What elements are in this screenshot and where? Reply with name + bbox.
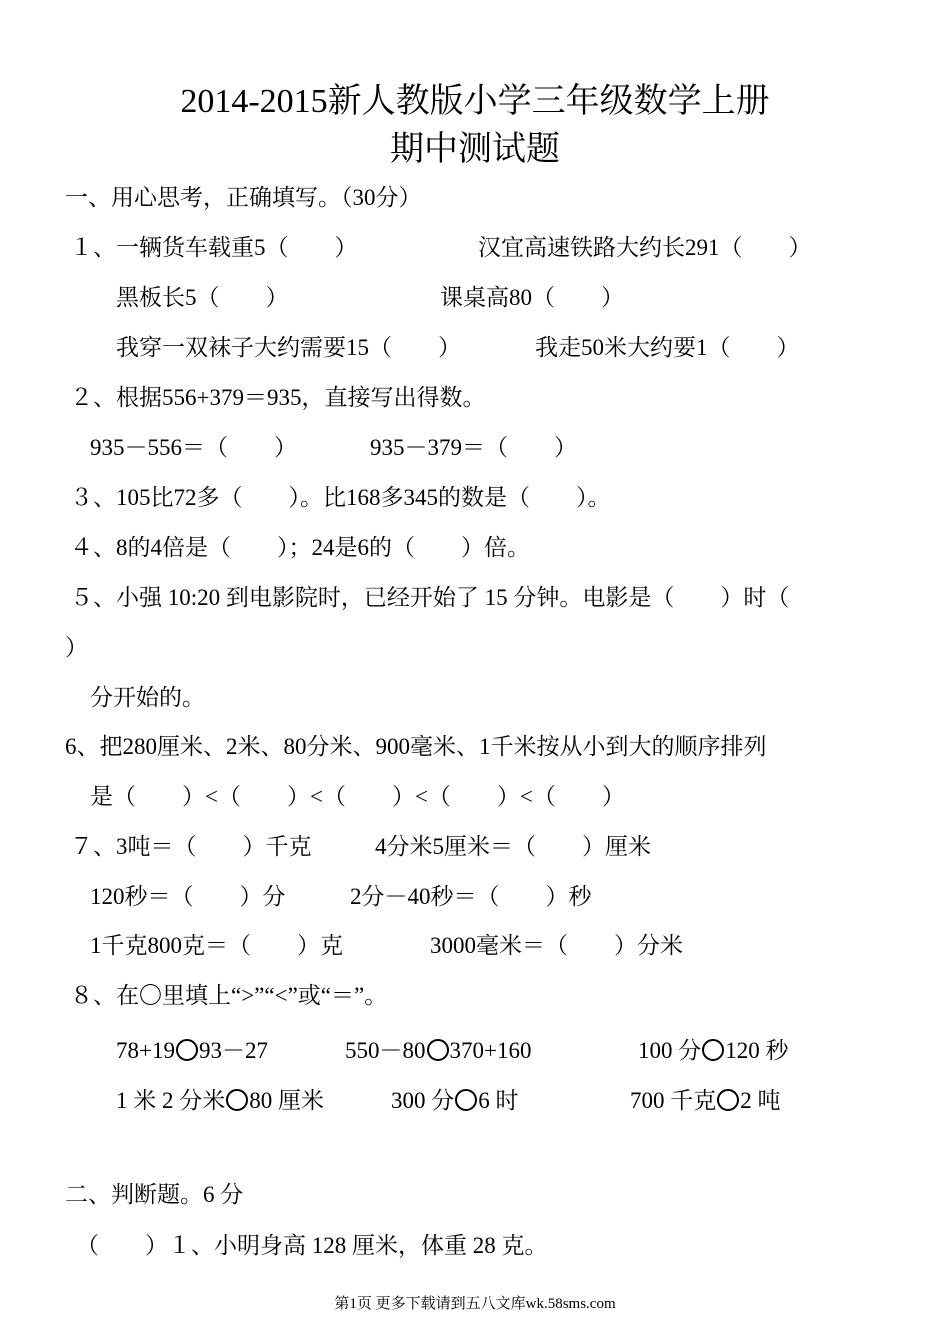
compare-circle-icon[interactable] (702, 1039, 724, 1061)
q7-item-c: 120秒＝（ ）分 (90, 884, 286, 909)
section-2-q1: （ ）１、小明身高 128 厘米，体重 28 克。 (76, 1233, 548, 1258)
q1-item-walk: 我走50米大约要1（ ） (535, 335, 800, 360)
q2-item-a: 935－556＝（ ） (90, 435, 297, 460)
q8-right-expr: 2 吨 (740, 1088, 781, 1113)
q6-line-2: 是（ ）<（ ）<（ ）<（ ）<（ ） (90, 784, 625, 809)
q2-item-b: 935－379＝（ ） (370, 435, 577, 460)
q5-line-1: ５、小强 10:20 到电影院时，已经开始了 15 分钟。电影是（ ）时（ (70, 585, 790, 610)
page-title-line-1: 2014-2015新人教版小学三年级数学上册 (180, 83, 770, 120)
q7-item-d: 2分－40秒＝（ ）秒 (350, 884, 592, 909)
q1-item-desk: 课桌高80（ ） (440, 285, 624, 310)
q8-left-expr: 550－80 (345, 1038, 426, 1063)
q7-item-a: ７、3吨＝（ ）千克 (70, 834, 312, 859)
compare-circle-icon[interactable] (427, 1039, 449, 1061)
compare-circle-icon[interactable] (455, 1089, 477, 1111)
compare-circle-icon[interactable] (176, 1039, 198, 1061)
q6-line-1: 6、把280厘米、2米、80分米、900毫米、1千米按从小到大的顺序排列 (65, 734, 767, 759)
q7-item-f: 3000毫米＝（ ）分米 (430, 933, 683, 958)
q4-text: ４、8的4倍是（ ）；24是6的（ ）倍。 (70, 535, 530, 560)
q8-compare-item (345, 1036, 531, 1066)
q2-text: ２、根据556+379＝935，直接写出得数。 (70, 385, 486, 410)
q1-item-truck: １、一辆货车载重5（ ） (70, 235, 358, 260)
compare-circle-icon[interactable] (717, 1089, 739, 1111)
q5-line-3: 分开始的。 (90, 685, 205, 710)
q8-left-expr: 78+19 (116, 1038, 175, 1063)
q8-right-expr: 370+160 (449, 1038, 532, 1063)
page-title-line-2: 期中测试题 (390, 131, 560, 168)
section-2-heading: 二、判断题。6 分 (65, 1182, 244, 1207)
q8-text: ８、在〇里填上“>”“<”或“＝”。 (70, 983, 388, 1008)
q1-item-railway: 汉宜高速铁路大约长291（ ） (478, 235, 812, 260)
q8-compare-item (638, 1036, 789, 1066)
section-1-heading: 一、用心思考，正确填写。（30分） (65, 185, 422, 210)
q8-left-expr: 100 分 (638, 1038, 702, 1063)
q8-right-expr: 80 厘米 (249, 1088, 324, 1113)
q7-item-e: 1千克800克＝（ ）克 (90, 933, 343, 958)
q8-left-expr: 700 千克 (630, 1088, 717, 1113)
page-footer: 第1页 更多下载请到五八文库wk.58sms.com (334, 1296, 616, 1312)
q8-compare-item (116, 1036, 268, 1066)
q8-right-expr: 6 时 (478, 1088, 519, 1113)
q8-right-expr: 93－27 (198, 1038, 268, 1063)
q7-item-b: 4分米5厘米＝（ ）厘米 (375, 834, 651, 859)
q8-left-expr: 300 分 (391, 1088, 455, 1113)
q1-item-socks: 我穿一双袜子大约需要15（ ） (116, 335, 461, 360)
q8-compare-item (116, 1086, 324, 1116)
q5-line-2: ） (65, 635, 88, 660)
q8-compare-item (630, 1086, 781, 1116)
q8-right-expr: 120 秒 (725, 1038, 789, 1063)
q1-item-blackboard: 黑板长5（ ） (116, 285, 289, 310)
q3-text: ３、105比72多（ ）。比168多345的数是（ ）。 (70, 485, 611, 510)
q8-compare-item (391, 1086, 519, 1116)
q8-left-expr: 1 米 2 分米 (116, 1088, 226, 1113)
compare-circle-icon[interactable] (226, 1089, 248, 1111)
